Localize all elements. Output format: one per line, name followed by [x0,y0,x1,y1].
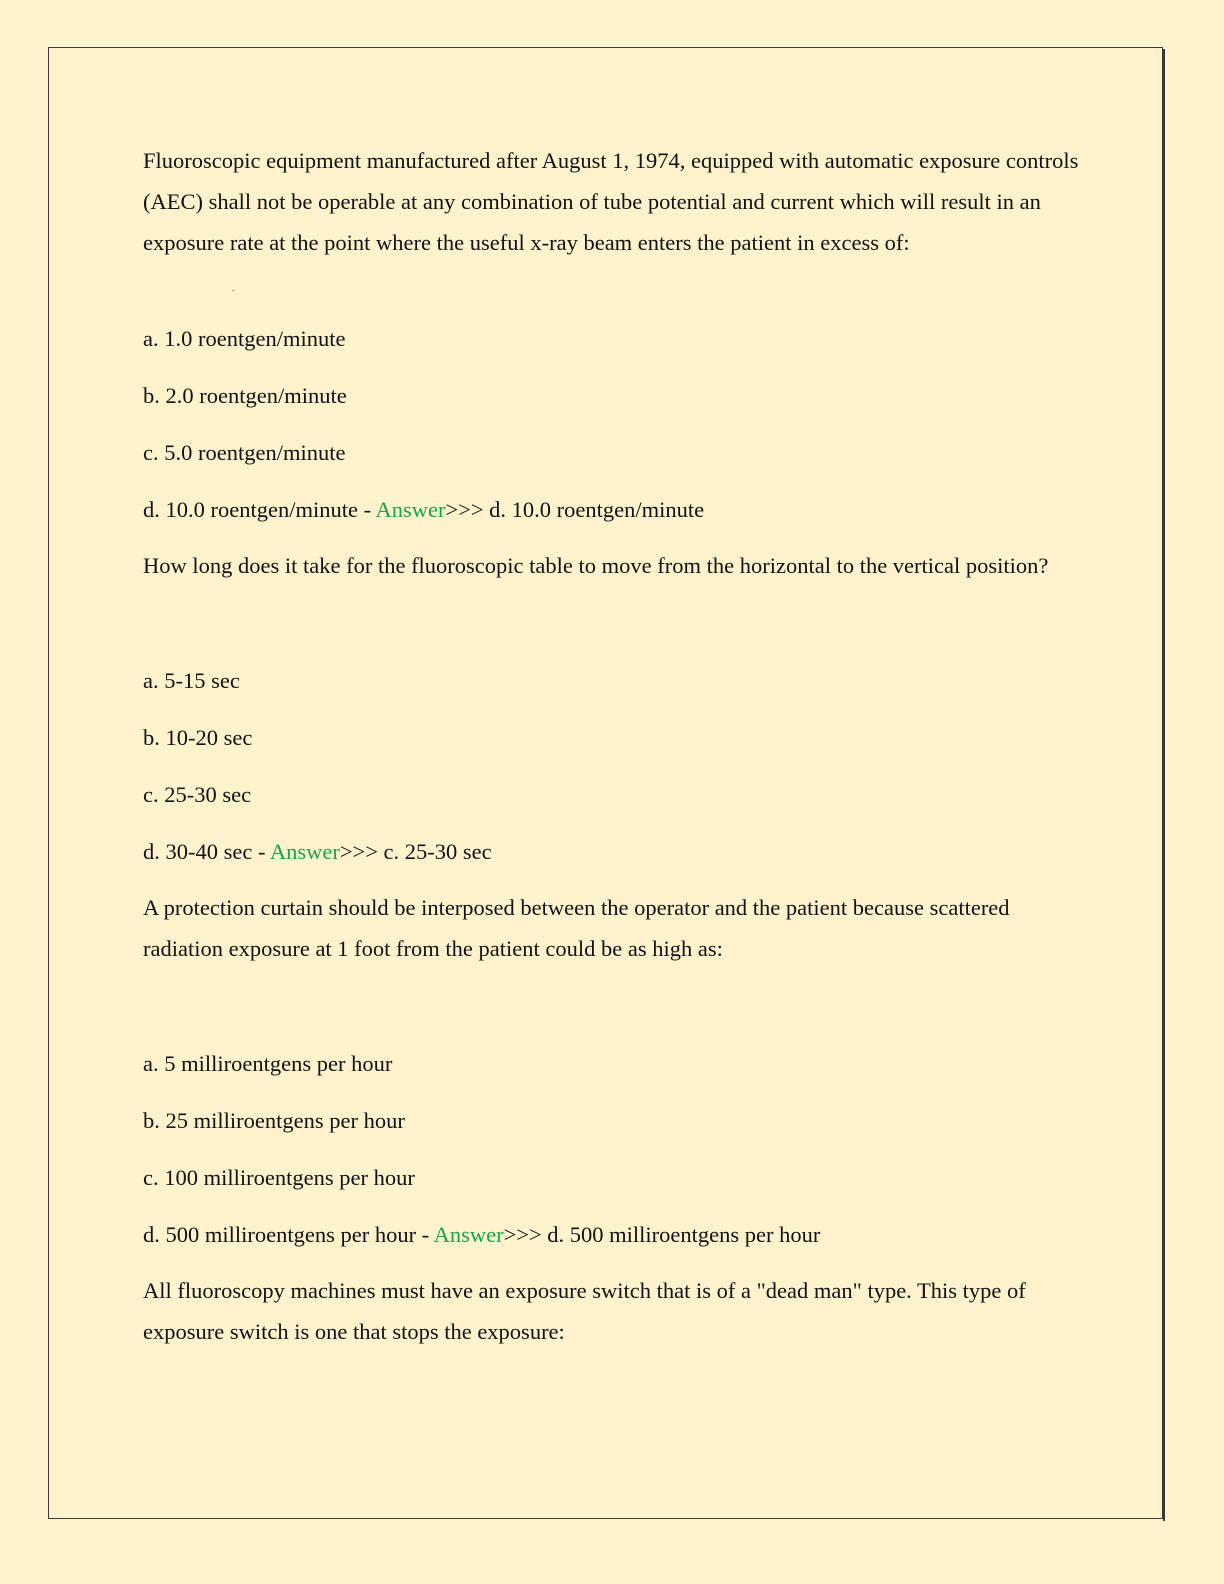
document-content [143,140,1083,1352]
question-text: A protection curtain should be interposed between the operator and the patient because scattered radiation exposure at 1 foot from the patient could be as high as: [143,895,1010,961]
option-text: d. 500 milliroentgens per hour - [143,1222,434,1247]
answer-option: a. 5 milliroentgens per hour [143,1051,393,1076]
question-spacer [143,263,1083,318]
question-text: Fluoroscopic equipment manufactured after August 1, 1974, equipped with automatic exposure controls (AEC) shall not be operable at any combination of tube potential and current which will result in an exposure rate at the point where the useful x-ray beam enters the patient in excess of: [143,148,1079,255]
answer-label: Answer [433,1222,504,1247]
answer-option: c. 100 milliroentgens per hour [143,1165,415,1190]
question-text: How long does it take for the fluoroscopic table to move from the horizontal to the vertical position? [143,553,1049,578]
question-spacer [143,586,1083,660]
answer-option-with-key [143,1214,1083,1255]
question-text: All fluoroscopy machines must have an exposure switch that is of a "dead man" type. This type of exposure switch is one that stops the exposure: [143,1278,1026,1344]
option-text: d. 10.0 roentgen/minute - [143,497,376,522]
answer-text: >>> d. 10.0 roentgen/minute [445,497,705,522]
stray-mark: . [232,284,234,293]
answer-option: a. 5-15 sec [143,668,240,693]
answer-option-with-key [143,489,1083,530]
answer-option-with-key [143,831,1083,872]
answer-option: a. 1.0 roentgen/minute [143,326,346,351]
answer-option: b. 10-20 sec [143,725,253,750]
answer-label: Answer [375,497,446,522]
answer-text: >>> c. 25-30 sec [339,839,492,864]
option-text: d. 30-40 sec - [143,839,270,864]
answer-option: b. 25 milliroentgens per hour [143,1108,405,1133]
answer-option: c. 5.0 roentgen/minute [143,440,346,465]
answer-option: b. 2.0 roentgen/minute [143,383,347,408]
answer-option: c. 25-30 sec [143,782,252,807]
answer-text: >>> d. 500 milliroentgens per hour [503,1222,821,1247]
question-spacer [143,969,1083,1043]
answer-label: Answer [269,839,340,864]
page-border-shadow [1163,49,1165,1521]
